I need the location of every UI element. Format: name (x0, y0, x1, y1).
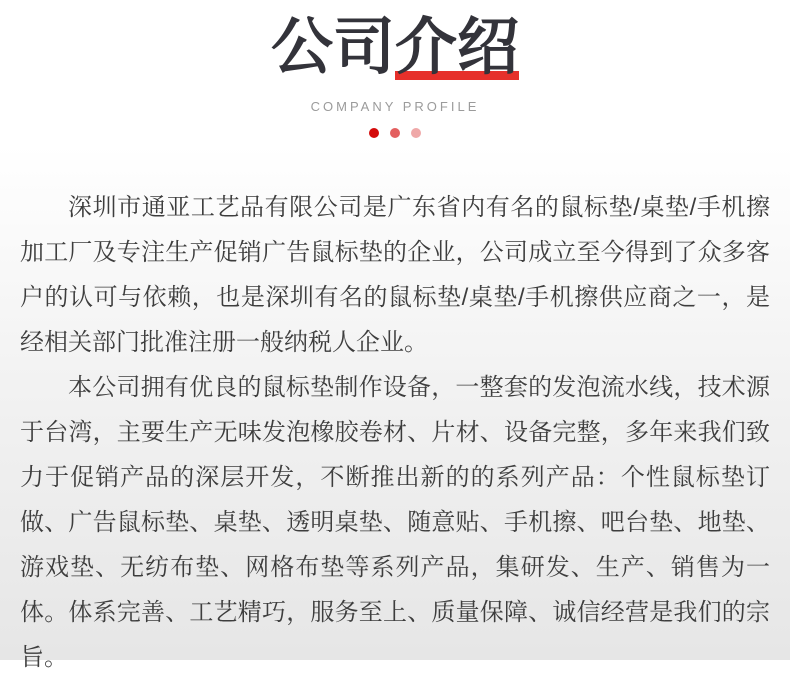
dot-icon (369, 128, 379, 138)
dot-icon (411, 128, 421, 138)
section-header (0, 0, 790, 138)
company-description (20, 185, 770, 680)
page-title (0, 12, 790, 84)
page-title-prefix: 公司 (270, 13, 395, 82)
dot-icon (390, 128, 400, 138)
page-title-emphasis-underlined: 介绍 (395, 13, 520, 82)
page-subtitle: COMPANY PROFILE (310, 99, 480, 114)
decorative-dots (0, 128, 790, 138)
company-description-paragraph: 深圳市通亚工艺品有限公司是广东省内有名的鼠标垫/桌垫/手机擦加工厂及专注生产促销广告鼠标垫的企业，公司成立至今得到了众多客户的认可与依赖，也是深圳有名的鼠标垫/桌垫/手机擦供应商之一，是经相关部门批准注册一般纳税人企业。 (20, 194, 770, 356)
company-description-paragraph: 本公司拥有优良的鼠标垫制作设备，一整套的发泡流水线，技术源于台湾，主要生产无味发泡橡胶卷材、片材、设备完整，多年来我们致力于促销产品的深层开发，不断推出新的的系列产品：个性鼠标垫订做、广告鼠标垫、桌垫、透明桌垫、随意贴、手机擦、吧台垫、地垫、游戏垫、无纺布垫、网格布垫等系列产品，集研发、生产、销售为一体。体系完善、工艺精巧，服务至上、质量保障、诚信经营是我们的宗旨。 (20, 374, 770, 671)
